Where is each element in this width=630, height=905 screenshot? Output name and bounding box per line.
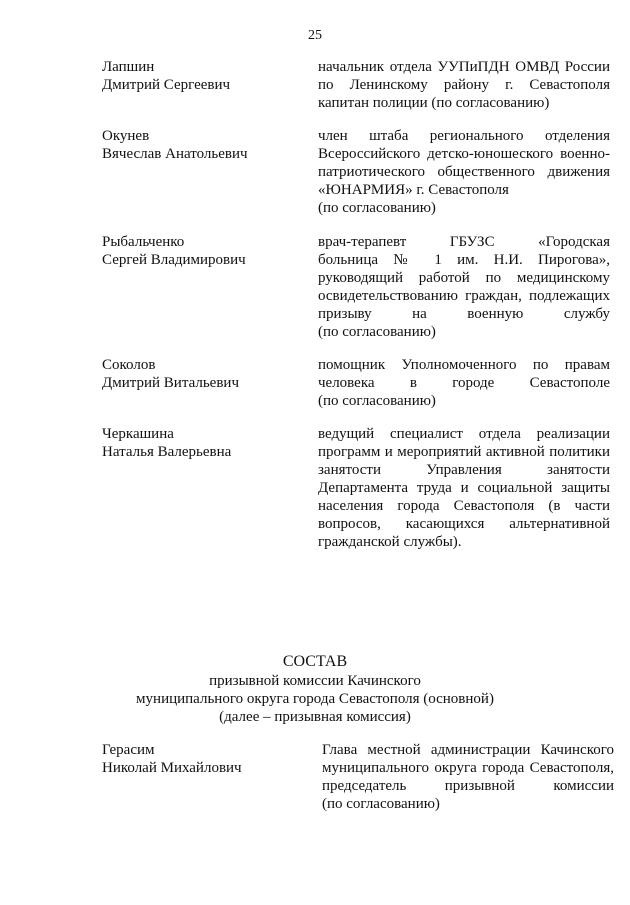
- role-line: занятости Управления занятости: [318, 462, 610, 478]
- role-line: (по согласованию): [318, 324, 436, 340]
- member-name: [102, 127, 302, 163]
- role-line: врач-терапевт ГБУЗС «Городская: [318, 234, 610, 250]
- member-given-name: Наталья Валерьевна: [102, 444, 232, 460]
- member-surname: Черкашина: [102, 426, 174, 442]
- member-given-name: Дмитрий Витальевич: [102, 375, 239, 391]
- member-role: [322, 741, 614, 813]
- role-line: населения города Севастополя (в части: [318, 498, 610, 514]
- composition-title: СОСТАВ: [282, 653, 348, 670]
- role-line: (по согласованию): [318, 393, 436, 409]
- member-role: [318, 425, 610, 551]
- member-given-name: Николай Михайлович: [102, 760, 242, 776]
- role-line: по Ленинскому району г. Севастополя: [318, 77, 610, 93]
- role-line: освидетельствованию граждан, подлежащих: [318, 288, 610, 304]
- role-line: начальник отдела УУПиПДН ОМВД России: [318, 59, 610, 75]
- role-line: член штаба регионального отделения: [318, 128, 610, 144]
- role-line: муниципального округа города Севастополя,: [322, 760, 614, 776]
- role-line: помощник Уполномоченного по правам: [318, 357, 610, 373]
- role-line: Департамента труда и социальной защиты: [318, 480, 610, 496]
- composition-heading: [0, 652, 630, 726]
- member-role: [318, 356, 610, 410]
- member-name: [102, 58, 302, 94]
- member-role: [318, 127, 610, 217]
- member-surname: Герасим: [102, 742, 155, 758]
- member-surname: Окунев: [102, 128, 150, 144]
- role-line: Глава местной администрации Качинского: [322, 742, 614, 758]
- member-surname: Соколов: [102, 357, 156, 373]
- member-name: [102, 425, 302, 461]
- page-number: 25: [308, 28, 322, 43]
- role-line: больница № 1 им. Н.И. Пирогова»,: [318, 252, 610, 268]
- role-line: программ и мероприятий активной политики: [318, 444, 610, 460]
- role-line: руководящий работой по медицинскому: [318, 270, 610, 286]
- role-line: Всероссийского детско-юношеского военно-: [318, 146, 610, 162]
- role-line: гражданской службы).: [318, 534, 462, 550]
- member-surname: Рыбальченко: [102, 234, 185, 250]
- role-line: ведущий специалист отдела реализации: [318, 426, 610, 442]
- role-line: председатель призывной комиссии: [322, 778, 614, 794]
- member-given-name: Дмитрий Сергеевич: [102, 77, 231, 93]
- role-line: (по согласованию): [318, 200, 436, 216]
- member-given-name: Вячеслав Анатольевич: [102, 146, 248, 162]
- role-line: капитан полиции (по согласованию): [318, 95, 550, 111]
- member-role: [318, 233, 610, 341]
- member-given-name: Сергей Владимирович: [102, 252, 246, 268]
- member-name: [102, 233, 302, 269]
- role-line: призыву на военную службу: [318, 306, 610, 322]
- composition-subtitle-line: муниципального округа города Севастополя (основной): [136, 691, 494, 707]
- member-role: [318, 58, 610, 112]
- role-line: (по согласованию): [322, 796, 440, 812]
- composition-subtitle-line: (далее – призывная комиссия): [219, 709, 411, 725]
- member-name: [102, 356, 302, 392]
- role-line: человека в городе Севастополе: [318, 375, 610, 391]
- role-line: «ЮНАРМИЯ» г. Севастополя: [318, 182, 509, 198]
- role-line: патриотического общественного движения: [318, 164, 610, 180]
- member-surname: Лапшин: [102, 59, 155, 75]
- role-line: вопросов, касающихся альтернативной: [318, 516, 610, 532]
- member-name: [102, 741, 302, 777]
- composition-subtitle-line: призывной комиссии Качинского: [209, 673, 421, 689]
